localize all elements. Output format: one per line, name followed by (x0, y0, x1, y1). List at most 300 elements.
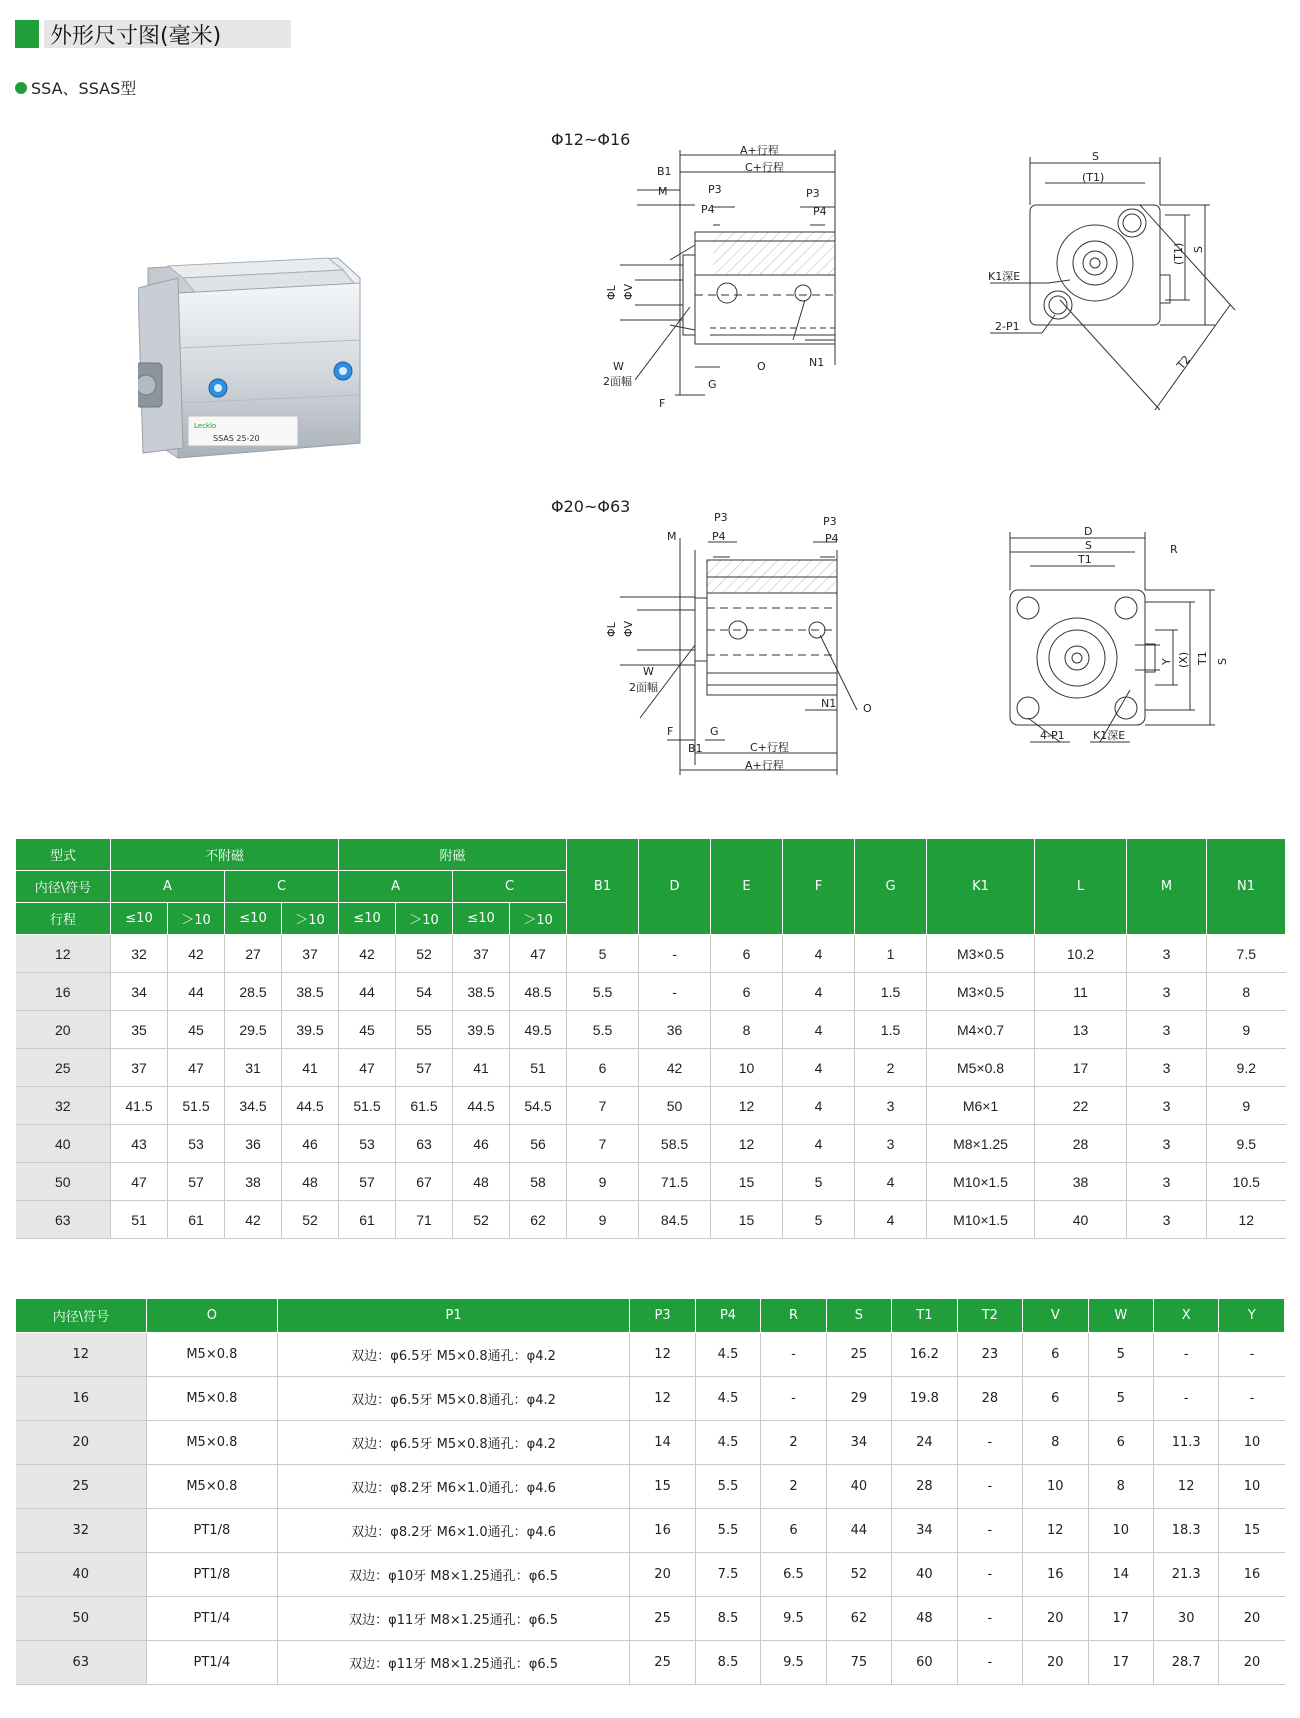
dim-t1-vertical: T1 (1196, 651, 1209, 665)
table-cell: 53 (339, 1125, 396, 1163)
table-cell: 17 (1088, 1597, 1153, 1641)
table-cell: 32 (111, 935, 168, 973)
section-header (15, 20, 291, 48)
table-cell: 7 (567, 1125, 639, 1163)
header-stroke: 行程 (16, 903, 111, 935)
table-cell: 39.5 (453, 1011, 510, 1049)
table-cell: 5.5 (567, 1011, 639, 1049)
table-cell: 28 (1035, 1125, 1127, 1163)
table-cell: 4 (783, 935, 855, 973)
table-cell: 3 (1127, 1011, 1207, 1049)
table-cell: 52 (282, 1201, 339, 1239)
table-cell: 43 (111, 1125, 168, 1163)
table-cell: - (639, 973, 711, 1011)
table-cell: 5 (783, 1201, 855, 1239)
table-cell: 6 (711, 973, 783, 1011)
dim-phi-v: ΦV (622, 283, 635, 300)
table-cell: 7 (567, 1087, 639, 1125)
table-cell: 34 (111, 973, 168, 1011)
table-row (16, 1163, 1286, 1201)
header-f: F (783, 839, 855, 935)
table-cell: 10 (1219, 1421, 1285, 1465)
table-cell: 5 (567, 935, 639, 973)
header-le10: ≤10 (339, 903, 396, 935)
table-cell: - (957, 1465, 1022, 1509)
dim-two-flats: 2面幅 (603, 375, 632, 388)
table-cell: 4 (783, 1125, 855, 1163)
table-cell: 6 (567, 1049, 639, 1087)
table-cell: 12 (711, 1125, 783, 1163)
table-cell: 37 (453, 935, 510, 973)
table-cell: M5×0.8 (146, 1421, 277, 1465)
table-header-cell: Y (1219, 1299, 1285, 1333)
table-cell: 12 (1023, 1509, 1088, 1553)
table-cell: 20 (1023, 1597, 1088, 1641)
dim-p4-left: P4 (701, 203, 715, 216)
dim-4-p1: 4-P1 (1040, 729, 1065, 742)
table-row (16, 1333, 1285, 1377)
table-header-cell: T1 (892, 1299, 957, 1333)
table-cell: 58.5 (639, 1125, 711, 1163)
table-row (16, 1509, 1285, 1553)
table-cell: 57 (396, 1049, 453, 1087)
table-cell: 28.5 (225, 973, 282, 1011)
header-l: L (1035, 839, 1127, 935)
table-cell: 44 (168, 973, 225, 1011)
table-cell: 21.3 (1153, 1553, 1218, 1597)
table-cell: 双边：φ6.5牙 M5×0.8通孔：φ4.2 (277, 1333, 630, 1377)
table-cell: 10.5 (1207, 1163, 1286, 1201)
table-cell: 38.5 (282, 973, 339, 1011)
table-cell: 20 (1023, 1641, 1088, 1685)
table-cell: 35 (111, 1011, 168, 1049)
header-le10: ≤10 (225, 903, 282, 935)
table-cell: 50 (16, 1597, 147, 1641)
table-cell: 38.5 (453, 973, 510, 1011)
table-cell: 双边：φ10牙 M8×1.25通孔：φ6.5 (277, 1553, 630, 1597)
table-cell: 25 (630, 1641, 695, 1685)
table-row (16, 973, 1286, 1011)
table-cell: 17 (1088, 1641, 1153, 1685)
large-end-drawing (990, 520, 1240, 755)
table-cell: 12 (1153, 1465, 1218, 1509)
table-cell: 48 (892, 1597, 957, 1641)
dim-b1: B1 (688, 742, 703, 755)
table-cell: 16 (630, 1509, 695, 1553)
dim-o: O (757, 360, 766, 373)
table-cell: 双边：φ8.2牙 M6×1.0通孔：φ4.6 (277, 1509, 630, 1553)
table-cell: 48 (282, 1163, 339, 1201)
table-cell: - (957, 1509, 1022, 1553)
dim-a-stroke: A+行程 (745, 759, 784, 772)
table-cell: 58 (510, 1163, 567, 1201)
table-cell: 42 (639, 1049, 711, 1087)
dim-s: S (1085, 539, 1092, 552)
small-end-drawing (960, 145, 1240, 415)
table-cell: 62 (826, 1597, 891, 1641)
table-cell: 3 (855, 1125, 927, 1163)
table-cell: M6×1 (927, 1087, 1035, 1125)
table-cell: 36 (225, 1125, 282, 1163)
header-c-mag: C (453, 871, 567, 903)
dim-s-vertical: S (1192, 246, 1205, 253)
header-model: 型式 (16, 839, 111, 871)
table-cell: 4 (783, 1049, 855, 1087)
table-cell: 46 (453, 1125, 510, 1163)
table-cell: - (957, 1597, 1022, 1641)
table-header-cell: R (761, 1299, 826, 1333)
table-header-cell: W (1088, 1299, 1153, 1333)
table-cell: 5 (1088, 1377, 1153, 1421)
table-cell: 52 (396, 935, 453, 973)
table-cell: 47 (339, 1049, 396, 1087)
table-cell: PT1/4 (146, 1597, 277, 1641)
table-cell: 8.5 (695, 1641, 760, 1685)
dim-w: W (613, 360, 624, 373)
table-row (16, 1597, 1285, 1641)
dim-g: G (708, 378, 717, 391)
table-cell: 44 (339, 973, 396, 1011)
table-cell: 3 (1127, 1049, 1207, 1087)
table-cell: - (957, 1553, 1022, 1597)
dim-c-stroke: C+行程 (745, 161, 784, 174)
table-cell: 17 (1035, 1049, 1127, 1087)
dim-f: F (659, 397, 666, 410)
table-cell: M4×0.7 (927, 1011, 1035, 1049)
table-cell: - (1219, 1377, 1285, 1421)
table-cell: 38 (225, 1163, 282, 1201)
table-cell: 57 (339, 1163, 396, 1201)
table-cell: 6.5 (761, 1553, 826, 1597)
table-header-cell: P1 (277, 1299, 630, 1333)
table-cell: 1 (855, 935, 927, 973)
table-cell: 34.5 (225, 1087, 282, 1125)
table-cell: 20 (630, 1553, 695, 1597)
dim-p4-left: P4 (712, 530, 726, 543)
table-header-cell: P3 (630, 1299, 695, 1333)
table-cell: 1.5 (855, 973, 927, 1011)
table-cell: 3 (1127, 1087, 1207, 1125)
table-cell: 40 (1035, 1201, 1127, 1239)
dim-n1: N1 (809, 356, 825, 369)
table-cell: 5.5 (695, 1465, 760, 1509)
table-cell: 双边：φ11牙 M8×1.25通孔：φ6.5 (277, 1641, 630, 1685)
table-cell: 48.5 (510, 973, 567, 1011)
table-cell: 16.2 (892, 1333, 957, 1377)
table-cell: 9.5 (761, 1641, 826, 1685)
table-cell: 12 (16, 935, 111, 973)
table-cell: 44.5 (453, 1087, 510, 1125)
dim-p3-left: P3 (714, 511, 728, 524)
table-cell: 6 (1023, 1377, 1088, 1421)
table-row (16, 1087, 1286, 1125)
table-cell: 63 (16, 1201, 111, 1239)
table-cell: 22 (1035, 1087, 1127, 1125)
table-cell: 5 (1088, 1333, 1153, 1377)
table-cell: 双边：φ6.5牙 M5×0.8通孔：φ4.2 (277, 1377, 630, 1421)
table-cell: 4 (855, 1163, 927, 1201)
table-cell: 23 (957, 1333, 1022, 1377)
table-cell: M5×0.8 (146, 1333, 277, 1377)
table-cell: 37 (111, 1049, 168, 1087)
table-cell: 25 (630, 1597, 695, 1641)
cylinder-photo (138, 248, 413, 463)
table-cell: 29 (826, 1377, 891, 1421)
table-cell: 8 (1088, 1465, 1153, 1509)
table-row (16, 1421, 1285, 1465)
header-magnetic: 附磁 (339, 839, 567, 871)
table-cell: 46 (282, 1125, 339, 1163)
table-cell: 10 (1088, 1509, 1153, 1553)
table-cell: 9.2 (1207, 1049, 1286, 1087)
table-cell: 12 (16, 1333, 147, 1377)
header-d: D (639, 839, 711, 935)
table-cell: 28 (892, 1465, 957, 1509)
table-cell: - (957, 1641, 1022, 1685)
header-k1: K1 (927, 839, 1035, 935)
table-cell: 40 (826, 1465, 891, 1509)
dim-p3-right: P3 (823, 515, 837, 528)
dim-w: W (643, 665, 654, 678)
dim-t1: (T1) (1082, 171, 1105, 184)
table-cell: 42 (339, 935, 396, 973)
table-cell: 25 (16, 1465, 147, 1509)
table-cell: 3 (1127, 973, 1207, 1011)
table-cell: - (1219, 1333, 1285, 1377)
table-cell: 11.3 (1153, 1421, 1218, 1465)
large-bore-label: Φ20~Φ63 (551, 497, 631, 516)
table-cell: 42 (168, 935, 225, 973)
series-subtitle (15, 76, 136, 99)
table-cell: 44.5 (282, 1087, 339, 1125)
table-cell: 50 (639, 1087, 711, 1125)
table-header-cell: T2 (957, 1299, 1022, 1333)
table-cell: 27 (225, 935, 282, 973)
table-cell: 28 (957, 1377, 1022, 1421)
table-cell: 31 (225, 1049, 282, 1087)
table-cell: 12 (1207, 1201, 1286, 1239)
dim-g: G (710, 725, 719, 738)
table-cell: 36 (639, 1011, 711, 1049)
table-cell: 12 (711, 1087, 783, 1125)
dim-r: R (1170, 543, 1178, 556)
dim-b1: B1 (657, 165, 672, 178)
table-cell: 61 (339, 1201, 396, 1239)
dim-k1-depth: K1深E (988, 270, 1021, 283)
table-cell: 47 (168, 1049, 225, 1087)
table-cell: 40 (16, 1125, 111, 1163)
table-cell: 4 (783, 973, 855, 1011)
table-cell: 18.3 (1153, 1509, 1218, 1553)
table-cell: 20 (1219, 1597, 1285, 1641)
dim-m: M (667, 530, 677, 543)
table-cell: 39.5 (282, 1011, 339, 1049)
table-cell: 67 (396, 1163, 453, 1201)
table-header-cell: X (1153, 1299, 1218, 1333)
page-title: 外形尺寸图(毫米) (44, 20, 291, 48)
table-row (16, 1011, 1286, 1049)
table-cell: 12 (630, 1377, 695, 1421)
table-cell: M3×0.5 (927, 935, 1035, 973)
table-cell: 51.5 (168, 1087, 225, 1125)
table-cell: 10 (711, 1049, 783, 1087)
table-cell: 84.5 (639, 1201, 711, 1239)
dim-p3-left: P3 (708, 183, 722, 196)
dim-t1: T1 (1078, 553, 1092, 566)
table-cell: 8 (711, 1011, 783, 1049)
table-cell: 47 (510, 935, 567, 973)
header-m: M (1127, 839, 1207, 935)
header-le10: ≤10 (453, 903, 510, 935)
table-cell: 41 (453, 1049, 510, 1087)
table-cell: 63 (16, 1641, 147, 1685)
table-cell: 11 (1035, 973, 1127, 1011)
dim-s-vertical: S (1216, 658, 1229, 665)
table-cell: 9 (567, 1201, 639, 1239)
table-cell: 5.5 (695, 1509, 760, 1553)
table-cell: 3 (1127, 1163, 1207, 1201)
header-b1: B1 (567, 839, 639, 935)
small-bore-label: Φ12~Φ16 (551, 130, 631, 149)
table-cell: 45 (339, 1011, 396, 1049)
dim-phi-l: ΦL (605, 285, 618, 300)
table-cell: 41.5 (111, 1087, 168, 1125)
table-cell: 15 (711, 1201, 783, 1239)
table-cell: 7.5 (1207, 935, 1286, 973)
table-cell: M5×0.8 (927, 1049, 1035, 1087)
table-header-cell: P4 (695, 1299, 760, 1333)
table-cell: 6 (1023, 1333, 1088, 1377)
table-cell: 54 (396, 973, 453, 1011)
table-cell: 16 (16, 1377, 147, 1421)
table-row (16, 1377, 1285, 1421)
table-cell: 52 (453, 1201, 510, 1239)
photo-brand: Lecklo (194, 422, 217, 430)
header-non-magnetic: 不附磁 (111, 839, 339, 871)
table-cell: 6 (761, 1509, 826, 1553)
table-row (16, 1553, 1285, 1597)
table-cell: 28.7 (1153, 1641, 1218, 1685)
header-n1: N1 (1207, 839, 1286, 935)
header-e: E (711, 839, 783, 935)
series-subtitle-text: SSA、SSAS型 (31, 79, 137, 98)
table-cell: 61 (168, 1201, 225, 1239)
dim-p3-right: P3 (806, 187, 820, 200)
table-cell: 71.5 (639, 1163, 711, 1201)
table-header-cell: O (146, 1299, 277, 1333)
table-cell: 20 (1219, 1641, 1285, 1685)
header-c-nomag: C (225, 871, 339, 903)
table-cell: 51 (510, 1049, 567, 1087)
table-cell: 15 (1219, 1509, 1285, 1553)
header-gt10: ＞10 (168, 903, 225, 935)
dim-two-flats: 2面幅 (629, 681, 658, 694)
photo-model: SSAS 25-20 (213, 434, 260, 443)
table-cell: 双边：φ11牙 M8×1.25通孔：φ6.5 (277, 1597, 630, 1641)
table-cell: PT1/8 (146, 1553, 277, 1597)
dim-d: D (1084, 525, 1093, 538)
dim-t2: T2 (1174, 353, 1194, 372)
table-cell: 10.2 (1035, 935, 1127, 973)
table-cell: 2 (761, 1465, 826, 1509)
table-cell: 9.5 (761, 1597, 826, 1641)
table-row (16, 935, 1286, 973)
table-cell: 62 (510, 1201, 567, 1239)
table-cell: 32 (16, 1087, 111, 1125)
table-cell: 4.5 (695, 1333, 760, 1377)
table-cell: 15 (711, 1163, 783, 1201)
table-header-cell: S (826, 1299, 891, 1333)
table-cell: 16 (1219, 1553, 1285, 1597)
table-cell: 2 (761, 1421, 826, 1465)
bullet-dot-icon (15, 82, 27, 94)
table-cell: 13 (1035, 1011, 1127, 1049)
table-cell: 38 (1035, 1163, 1127, 1201)
table-cell: 57 (168, 1163, 225, 1201)
table-cell: 32 (16, 1509, 147, 1553)
table-cell: 4.5 (695, 1421, 760, 1465)
table-cell: - (761, 1377, 826, 1421)
table-cell: 1.5 (855, 1011, 927, 1049)
table-cell: 61.5 (396, 1087, 453, 1125)
table-cell: 51 (111, 1201, 168, 1239)
dim-o: O (863, 702, 872, 715)
dimension-table-1 (15, 838, 1286, 1239)
table-cell: 14 (1088, 1553, 1153, 1597)
table-cell: M8×1.25 (927, 1125, 1035, 1163)
table-cell: 20 (16, 1011, 111, 1049)
table-cell: 29.5 (225, 1011, 282, 1049)
dim-p4-right: P4 (825, 532, 839, 545)
table-cell: 49.5 (510, 1011, 567, 1049)
table-cell: 4 (783, 1011, 855, 1049)
table-cell: 63 (396, 1125, 453, 1163)
dim-2-p1: 2-P1 (995, 320, 1020, 333)
table-cell: - (1153, 1377, 1218, 1421)
table-cell: 40 (892, 1553, 957, 1597)
dim-phi-l: ΦL (605, 622, 618, 637)
table-cell: 14 (630, 1421, 695, 1465)
dimension-table-2 (15, 1298, 1285, 1685)
table-cell: 45 (168, 1011, 225, 1049)
dim-x: (X) (1177, 651, 1190, 668)
table-header-cell: V (1023, 1299, 1088, 1333)
table-cell: 5.5 (567, 973, 639, 1011)
table-cell: 4 (855, 1201, 927, 1239)
table-cell: M3×0.5 (927, 973, 1035, 1011)
header-gt10: ＞10 (396, 903, 453, 935)
dim-p4-right: P4 (813, 205, 827, 218)
table-row (16, 1049, 1286, 1087)
table-cell: M10×1.5 (927, 1201, 1035, 1239)
table-cell: 3 (1127, 1201, 1207, 1239)
table-cell: 双边：φ6.5牙 M5×0.8通孔：φ4.2 (277, 1421, 630, 1465)
table-cell: - (1153, 1333, 1218, 1377)
large-side-drawing (595, 505, 895, 780)
table-cell: - (761, 1333, 826, 1377)
table-cell: 51.5 (339, 1087, 396, 1125)
table-cell: 37 (282, 935, 339, 973)
table-cell: 34 (892, 1509, 957, 1553)
table-cell: M5×0.8 (146, 1377, 277, 1421)
table-cell: 48 (453, 1163, 510, 1201)
table-row (16, 1201, 1286, 1239)
table-cell: 9.5 (1207, 1125, 1286, 1163)
table-cell: 34 (826, 1421, 891, 1465)
dim-a-stroke: A+行程 (740, 145, 779, 157)
table-cell: 19.8 (892, 1377, 957, 1421)
table-cell: 24 (892, 1421, 957, 1465)
